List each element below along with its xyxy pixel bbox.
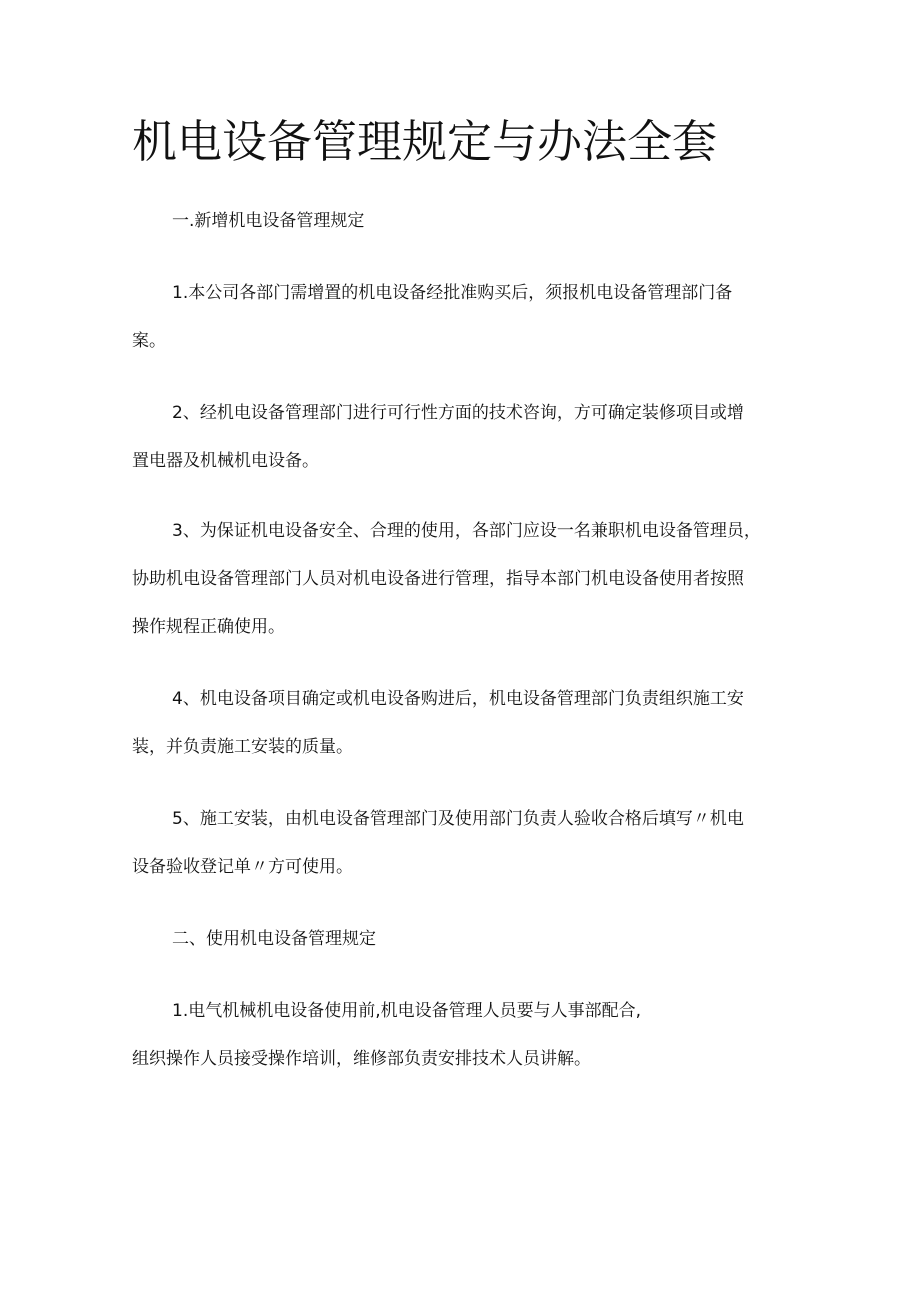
paragraph-line: 4、机电设备项目确定或机电设备购进后，机电设备管理部门负责组织施工安 bbox=[172, 689, 744, 709]
paragraph bbox=[132, 998, 792, 1072]
paragraph-line: 5、施工安装，由机电设备管理部门及使用部门负责人验收合格后填写〃机电 bbox=[172, 809, 744, 829]
paragraph bbox=[132, 686, 792, 760]
paragraph-line: 置电器及机械机电设备。 bbox=[132, 451, 319, 471]
paragraph bbox=[132, 400, 792, 474]
paragraph-line: 2、经机电设备管理部门进行可行性方面的技术咨询，方可确定装修项目或增 bbox=[172, 403, 744, 423]
paragraph-line: 1.电气机械机电设备使用前,机电设备管理人员要与人事部配合, bbox=[172, 1001, 642, 1021]
paragraph-line: 协助机电设备管理部门人员对机电设备进行管理，指导本部门机电设备使用者按照 bbox=[132, 569, 744, 589]
document-title: 机电设备管理规定与办法全套 bbox=[132, 115, 718, 168]
paragraph-line: 3、为保证机电设备安全、合理的使用，各部门应设一名兼职机电设备管理员， bbox=[172, 521, 761, 541]
paragraph-line: 设备验收登记单〃方可使用。 bbox=[132, 857, 353, 877]
paragraph-line: 装，并负责施工安装的质量。 bbox=[132, 737, 353, 757]
paragraph-line: 组织操作人员接受操作培训，维修部负责安排技术人员讲解。 bbox=[132, 1049, 591, 1069]
paragraph bbox=[132, 806, 792, 880]
paragraph-line: 操作规程正确使用。 bbox=[132, 617, 285, 637]
section-heading bbox=[132, 208, 792, 234]
paragraph-line: 1.本公司各部门需增置的机电设备经批准购买后，须报机电设备管理部门备 bbox=[172, 283, 733, 303]
section-heading-text: 一.新增机电设备管理规定 bbox=[172, 211, 365, 231]
paragraph bbox=[132, 518, 792, 640]
section-heading-text: 二、使用机电设备管理规定 bbox=[172, 929, 376, 949]
section-heading bbox=[132, 926, 792, 952]
paragraph bbox=[132, 280, 792, 354]
paragraph-line: 案。 bbox=[132, 331, 166, 351]
